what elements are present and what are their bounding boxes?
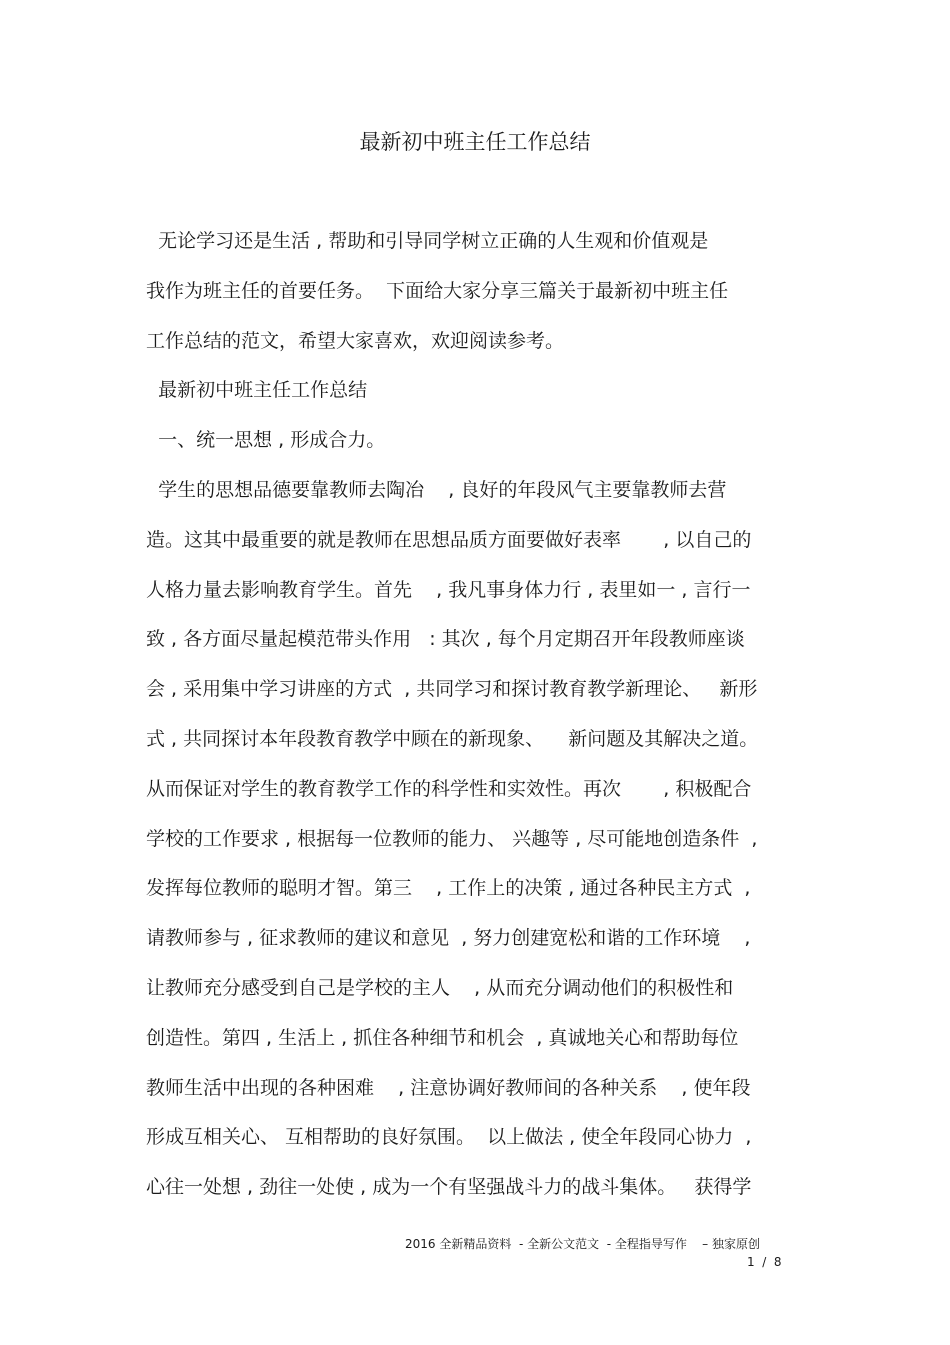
- body-line: 工作总结的范文，希望大家喜欢，欢迎阅读参考。: [146, 330, 565, 352]
- body-line: 形成互相关心、 互相帮助的良好氛围。 以上做法 , 使全年段同心协力 ,: [146, 1126, 752, 1148]
- body-line: 人格力量去影响教育学生。首先 , 我凡事身体力行 , 表里如一 , 言行一: [146, 579, 751, 601]
- body-line: 无论学习还是生活 , 帮助和引导同学树立正确的人生观和价值观是: [146, 230, 709, 252]
- body-line: 最新初中班主任工作总结: [146, 379, 368, 401]
- body-line: 请教师参与 , 征求教师的建议和意见 , 努力创建宽松和谐的工作环境 ,: [146, 927, 751, 949]
- page-number: 1 / 8: [747, 1255, 782, 1269]
- body-line: 式 , 共同探讨本年段教育教学中顾在的新现象、 新问题及其解决之道。: [146, 728, 759, 750]
- body-line: 会 , 采用集中学习讲座的方式 , 共同学习和探讨教育教学新理论、 新形: [146, 678, 758, 700]
- footer-text: 2016 全新精品资料 - 全新公文范文 - 全程指导写作 – 独家原创: [405, 1237, 760, 1251]
- body-line: 我作为班主任的首要任务。 下面给大家分享三篇关于最新初中班主任: [146, 280, 729, 302]
- body-line: 创造性。第四 , 生活上 , 抓住各种细节和机会 , 真诚地关心和帮助每位: [146, 1027, 739, 1049]
- body-line: 教师生活中出现的各种困难 , 注意协调好教师间的各种关系 , 使年段: [146, 1077, 751, 1099]
- body-line: 让教师充分感受到自己是学校的主人 , 从而充分调动他们的积极性和: [146, 977, 734, 999]
- body-line: 发挥每位教师的聪明才智。第三 , 工作上的决策 , 通过各种民主方式 ,: [146, 877, 751, 899]
- body-line: 心往一处想 , 劲往一处使 , 成为一个有坚强战斗力的战斗集体。 获得学: [146, 1176, 752, 1198]
- body-line: 从而保证对学生的教育教学工作的科学性和实效性。再次 , 积极配合: [146, 778, 752, 800]
- body-line: 学校的工作要求 , 根据每一位教师的能力、 兴趣等 , 尽可能地创造条件 ,: [146, 828, 758, 850]
- document-title: 最新初中班主任工作总结: [359, 130, 591, 154]
- body-line: 造。这其中最重要的就是教师在思想品质方面要做好表率 , 以自己的: [146, 529, 752, 551]
- body-line: 学生的思想品德要靠教师去陶冶 , 良好的年段风气主要靠教师去营: [146, 479, 727, 501]
- body-line: 一、统一思想 , 形成合力。: [146, 429, 386, 451]
- body-line: 致 , 各方面尽量起模范带头作用 : 其次 , 每个月定期召开年段教师座谈: [146, 628, 745, 650]
